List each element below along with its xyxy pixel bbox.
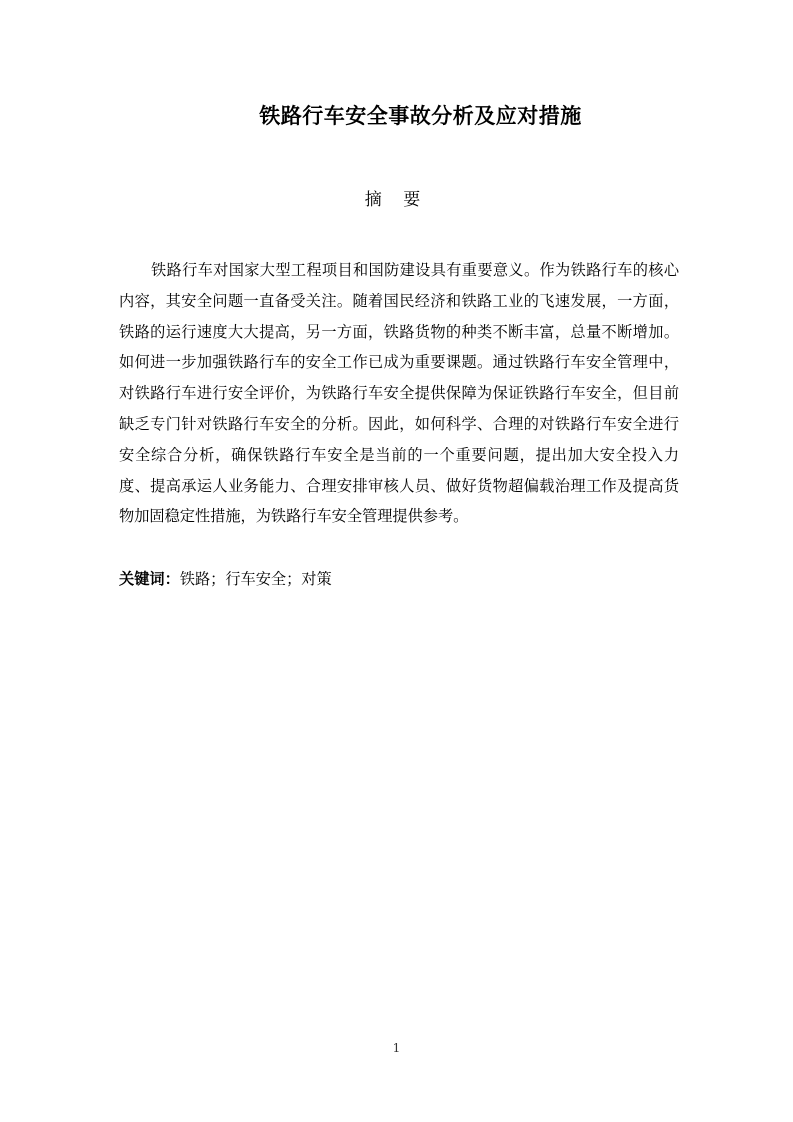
abstract-heading: 摘 要	[364, 190, 429, 210]
page-number: 1	[392, 1041, 401, 1055]
keywords-value: 铁路；行车安全；对策	[179, 570, 332, 588]
keywords-line	[119, 566, 679, 592]
abstract-body: 铁路行车对国家大型工程项目和国防建设具有重要意义。作为铁路行车的核心内容，其安全问题一直备受关注。随着国民经济和铁路工业的飞速发展，一方面，铁路的运行速度大大提高，另一方面，铁路货物的种类不断丰富，总量不断增加。如何进一步加强铁路行车的安全工作已成为重要课题。通过铁路行车安全管理中，对铁路行车进行安全评价，为铁路行车安全提供保障为保证铁路行车安全，但目前缺乏专门针对铁路行车安全的分析。因此，如何科学、合理的对铁路行车安全进行安全综合分析，确保铁路行车安全是当前的一个重要问题，提出加大安全投入力度、提高承运人业务能力、合理安排审核人员、做好货物超偏载治理工作及提高货物加固稳定性措施，为铁路行车安全管理提供参考。	[119, 261, 679, 526]
keywords-label: 关键词：	[119, 570, 180, 588]
page-title: 铁路行车安全事故分析及应对措施	[259, 104, 582, 128]
